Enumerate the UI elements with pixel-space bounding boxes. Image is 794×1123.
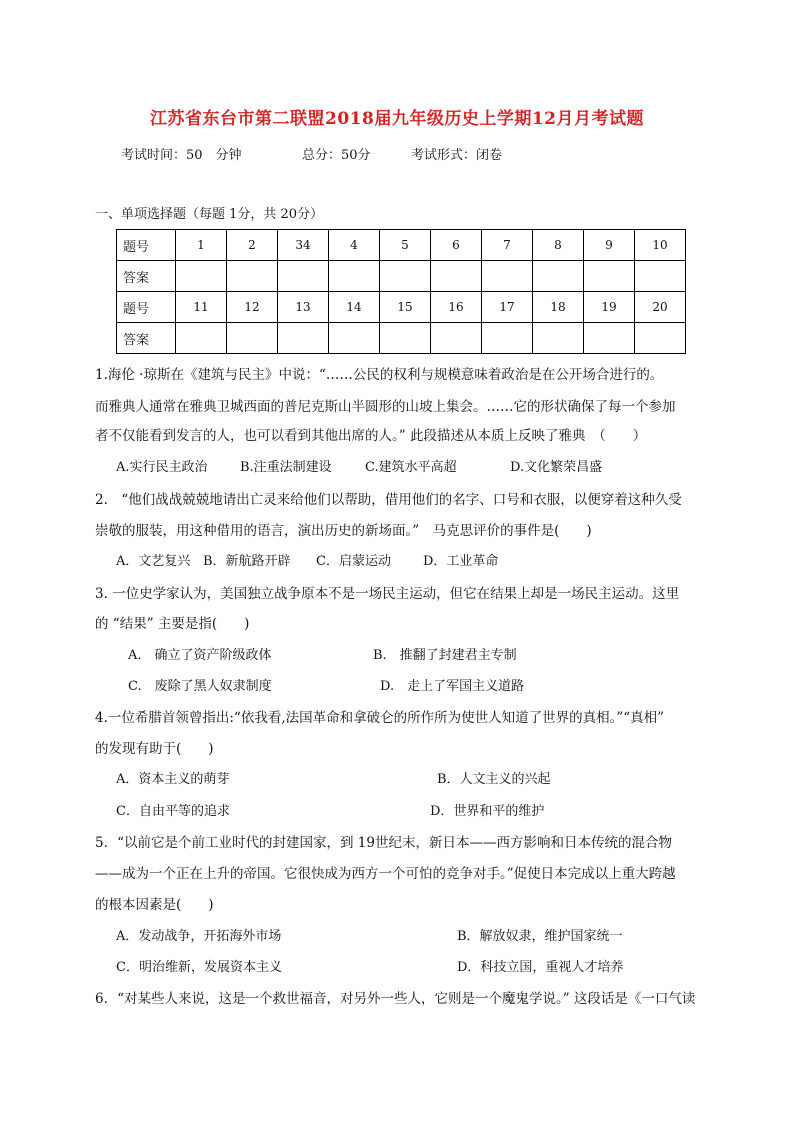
answer-cell[interactable] — [227, 261, 278, 292]
option-a[interactable]: A．资本主义的萌芽 — [116, 772, 230, 787]
question-2-text: 2. “他们战战兢兢地请出亡灵来给他们以帮助，借用他们的名字、口号和衣服，以便穿着这种久受 — [95, 492, 682, 508]
option-c[interactable]: C.建筑水平高超 — [365, 460, 457, 475]
answer-cell[interactable] — [227, 323, 278, 354]
table-cell: 18 — [533, 292, 584, 323]
table-cell: 11 — [176, 292, 227, 323]
table-cell: 16 — [431, 292, 482, 323]
table-cell: 9 — [584, 230, 635, 261]
answer-cell[interactable] — [329, 323, 380, 354]
table-cell: 4 — [329, 230, 380, 261]
table-row — [117, 261, 686, 292]
question-3-text: 3. 一位史学家认为，美国独立战争原本不是一场民主运动，但它在结果上却是一场民主运动。这里 — [95, 586, 680, 602]
table-cell: 34 — [278, 230, 329, 261]
table-label: 题号 — [117, 230, 176, 261]
answer-cell[interactable] — [635, 261, 686, 292]
exam-time: 考试时间：50 分钟 — [121, 148, 242, 163]
table-cell: 20 — [635, 292, 686, 323]
table-cell: 17 — [482, 292, 533, 323]
question-6-text: 6．“对某些人来说，这是一个救世福音，对另外一些人，它则是一个魔鬼学说。” 这段话是《一口气读 — [95, 991, 696, 1007]
table-cell: 6 — [431, 230, 482, 261]
table-row — [117, 230, 686, 261]
option-c[interactable]: C．启蒙运动 — [316, 554, 391, 569]
table-cell: 2 — [227, 230, 278, 261]
answer-cell[interactable] — [176, 323, 227, 354]
option-b[interactable]: B. 推翻了封建君主专制 — [373, 648, 517, 663]
answer-cell[interactable] — [380, 323, 431, 354]
question-5-text: 5．“以前它是个前工业时代的封建国家，到 19世纪末，新日本——西方影响和日本传统的混合物 — [95, 835, 672, 851]
answer-cell[interactable] — [329, 261, 380, 292]
table-cell: 19 — [584, 292, 635, 323]
option-b[interactable]: B．解放奴隶，维护国家统一 — [457, 929, 623, 944]
table-cell: 12 — [227, 292, 278, 323]
question-1-text: 而雅典人通常在雅典卫城西面的普尼克斯山半圆形的山坡上集会。……它的形状确保了每一个参加 — [95, 399, 676, 415]
option-c[interactable]: C．明治维新，发展资本主义 — [116, 960, 282, 975]
exam-form: 考试形式：闭卷 — [411, 148, 503, 163]
option-d[interactable]: D.文化繁荣昌盛 — [510, 460, 603, 475]
table-cell: 13 — [278, 292, 329, 323]
table-label: 答案 — [117, 323, 176, 354]
page-title: 江苏省东台市第二联盟2018届九年级历史上学期12月月考试题 — [150, 109, 644, 129]
option-d[interactable]: D. 走上了军国主义道路 — [380, 679, 525, 694]
option-a[interactable]: A．发动战争，开拓海外市场 — [116, 929, 282, 944]
table-cell: 1 — [176, 230, 227, 261]
answer-cell[interactable] — [431, 261, 482, 292]
table-cell: 15 — [380, 292, 431, 323]
option-b[interactable]: B.注重法制建设 — [240, 460, 332, 475]
question-5-text: 的根本因素是( ) — [95, 897, 214, 913]
question-5-text: ——成为一个正在上升的帝国。它很快成为西方一个可怕的竞争对手。”促使日本完成以上重大跨越 — [95, 866, 676, 882]
question-1-text: 1.海伦 ·琼斯在《建筑与民主》中说：“……公民的权利与规模意味着政治是在公开场合进行的。 — [95, 367, 664, 383]
answer-cell[interactable] — [482, 261, 533, 292]
option-a[interactable]: A．文艺复兴 — [116, 554, 191, 569]
option-d[interactable]: D．科技立国，重视人才培养 — [457, 960, 624, 975]
table-cell: 14 — [329, 292, 380, 323]
option-d[interactable]: D．工业革命 — [423, 554, 499, 569]
option-a[interactable]: A.实行民主政治 — [116, 460, 208, 475]
answer-cell[interactable] — [176, 261, 227, 292]
answer-cell[interactable] — [482, 323, 533, 354]
answer-cell[interactable] — [533, 261, 584, 292]
table-row — [117, 292, 686, 323]
table-label: 答案 — [117, 261, 176, 292]
answer-cell[interactable] — [431, 323, 482, 354]
section-heading: 一、单项选择题（每题 1分，共 20分） — [95, 207, 324, 222]
answer-cell[interactable] — [380, 261, 431, 292]
answer-cell[interactable] — [584, 323, 635, 354]
answer-cell[interactable] — [533, 323, 584, 354]
option-b[interactable]: B．人文主义的兴起 — [437, 772, 551, 787]
question-4-text: 的发现有助于( ) — [95, 741, 214, 757]
answer-cell[interactable] — [584, 261, 635, 292]
table-row — [117, 323, 686, 354]
option-a[interactable]: A. 确立了资产阶级政体 — [128, 648, 272, 663]
table-cell: 10 — [635, 230, 686, 261]
exam-score: 总分：50分 — [302, 148, 371, 163]
answer-cell[interactable] — [278, 261, 329, 292]
option-c[interactable]: C．自由平等的追求 — [116, 804, 230, 819]
answer-cell[interactable] — [635, 323, 686, 354]
question-3-text: 的 “结果” 主要是指( ) — [95, 616, 250, 632]
option-d[interactable]: D．世界和平的维护 — [430, 804, 545, 819]
table-cell: 7 — [482, 230, 533, 261]
table-cell: 8 — [533, 230, 584, 261]
question-1-text: 者不仅能看到发言的人，也可以看到其他出席的人。” 此段描述从本质上反映了雅典 （ ） — [95, 428, 647, 444]
question-2-text: 崇敬的服装，用这种借用的语言，演出历史的新场面。” 马克思评价的事件是( ) — [95, 523, 592, 539]
answer-cell[interactable] — [278, 323, 329, 354]
option-c[interactable]: C. 废除了黑人奴隶制度 — [128, 679, 272, 694]
answer-table — [116, 229, 686, 354]
table-cell: 5 — [380, 230, 431, 261]
option-b[interactable]: B．新航路开辟 — [203, 554, 291, 569]
table-label: 题号 — [117, 292, 176, 323]
question-4-text: 4.一位希腊首领曾指出:“依我看,法国革命和拿破仑的所作所为使世人知道了世界的真相。”“真相” — [95, 710, 665, 726]
